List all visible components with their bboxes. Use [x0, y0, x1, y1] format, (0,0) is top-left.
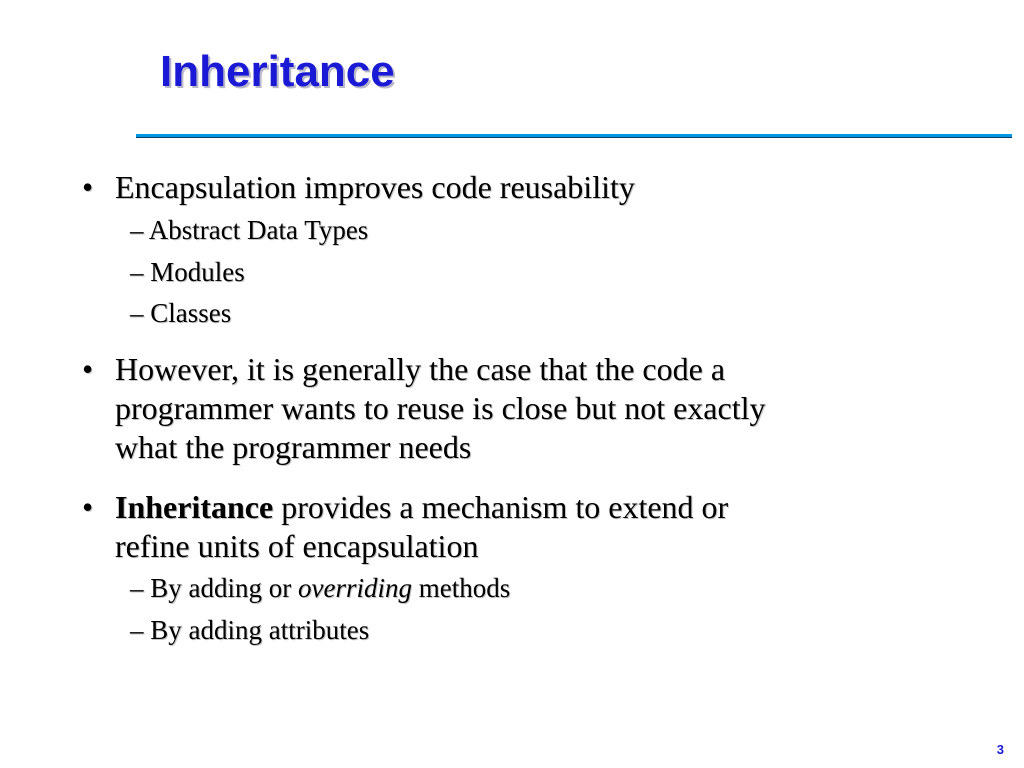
- subitem-abstract-data-types: [130, 214, 368, 246]
- title-divider: [136, 134, 1012, 138]
- slide-title: Inheritance: [160, 47, 395, 96]
- bullet-line: what the programmer needs: [115, 429, 472, 465]
- bullet-line: However, it is generally the case that the code a: [115, 351, 726, 387]
- bullet-line: programmer wants to reuse is close but not exactly: [115, 390, 766, 426]
- dash: –: [130, 298, 144, 328]
- subitem-text-pre: By adding or: [150, 573, 298, 603]
- subitem-text: By adding attributes: [150, 615, 370, 645]
- bullet-text: [115, 350, 955, 467]
- subitem-classes: [130, 297, 231, 329]
- bullet-line: refine units of encapsulation: [115, 528, 479, 564]
- bullet-dot: •: [82, 169, 94, 205]
- dash: –: [130, 573, 144, 603]
- subitem-modules: [130, 256, 245, 288]
- bullet-line-rest: provides a mechanism to extend or: [273, 489, 729, 525]
- subitem-text: Modules: [150, 257, 245, 287]
- subitem-text-post: methods: [412, 573, 511, 603]
- page-number: 3: [996, 742, 1004, 757]
- subitem-overriding-methods: [130, 572, 510, 604]
- bullet-dot: •: [82, 351, 94, 387]
- subitem-adding-attributes: [130, 614, 369, 646]
- bullet-text: Encapsulation improves code reusability: [115, 169, 635, 205]
- bullet-dot: •: [82, 489, 94, 525]
- bullet-line: [115, 488, 955, 527]
- bullet-text: [115, 488, 955, 566]
- dash: –: [130, 215, 144, 245]
- overriding-term: overriding: [298, 573, 412, 603]
- inheritance-term: Inheritance: [115, 489, 274, 525]
- subitem-text: Classes: [150, 298, 232, 328]
- dash: –: [130, 257, 144, 287]
- dash: –: [130, 615, 144, 645]
- subitem-text: Abstract Data Types: [148, 215, 369, 245]
